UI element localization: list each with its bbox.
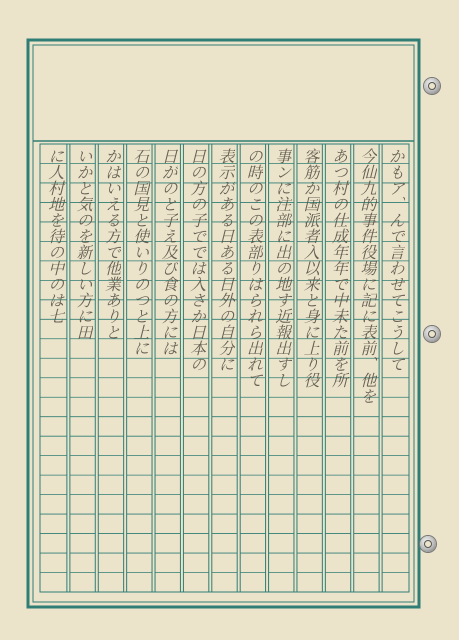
binder-ring-top <box>424 78 440 94</box>
binder-ring-middle <box>424 326 440 342</box>
handwritten-column: に人村地を待の中のは七 <box>45 148 65 324</box>
handwritten-column: あつ村の仕成年年で中未た前を所 <box>329 148 349 388</box>
handwritten-column: かはいえる方で他業ありと <box>102 148 122 340</box>
handwritten-column: 日の方の子ででは入さか日本の <box>187 148 207 372</box>
handwritten-column: 日がのと子え及び食の方には <box>159 148 179 356</box>
handwritten-column: 客筋か国派者入以来と身に上り役 <box>301 148 321 388</box>
binder-ring-bottom <box>420 536 436 552</box>
handwritten-column: 石の国見と使いりのつと上に <box>130 148 150 356</box>
handwritten-column: 表示がある日ある日外の自分に <box>216 148 235 372</box>
handwritten-column: の時のこの表部りはられら出れて <box>244 148 264 388</box>
handwritten-column: いかと気のを新しい方に田 <box>74 148 94 340</box>
handwritten-column: 事ンに注部に出の地す近報出すし <box>272 148 292 388</box>
handwritten-column: 今仙九的事件役場に記に表前、他を <box>357 148 377 404</box>
handwritten-column: かもア、んで言わせてこうして <box>386 148 406 372</box>
